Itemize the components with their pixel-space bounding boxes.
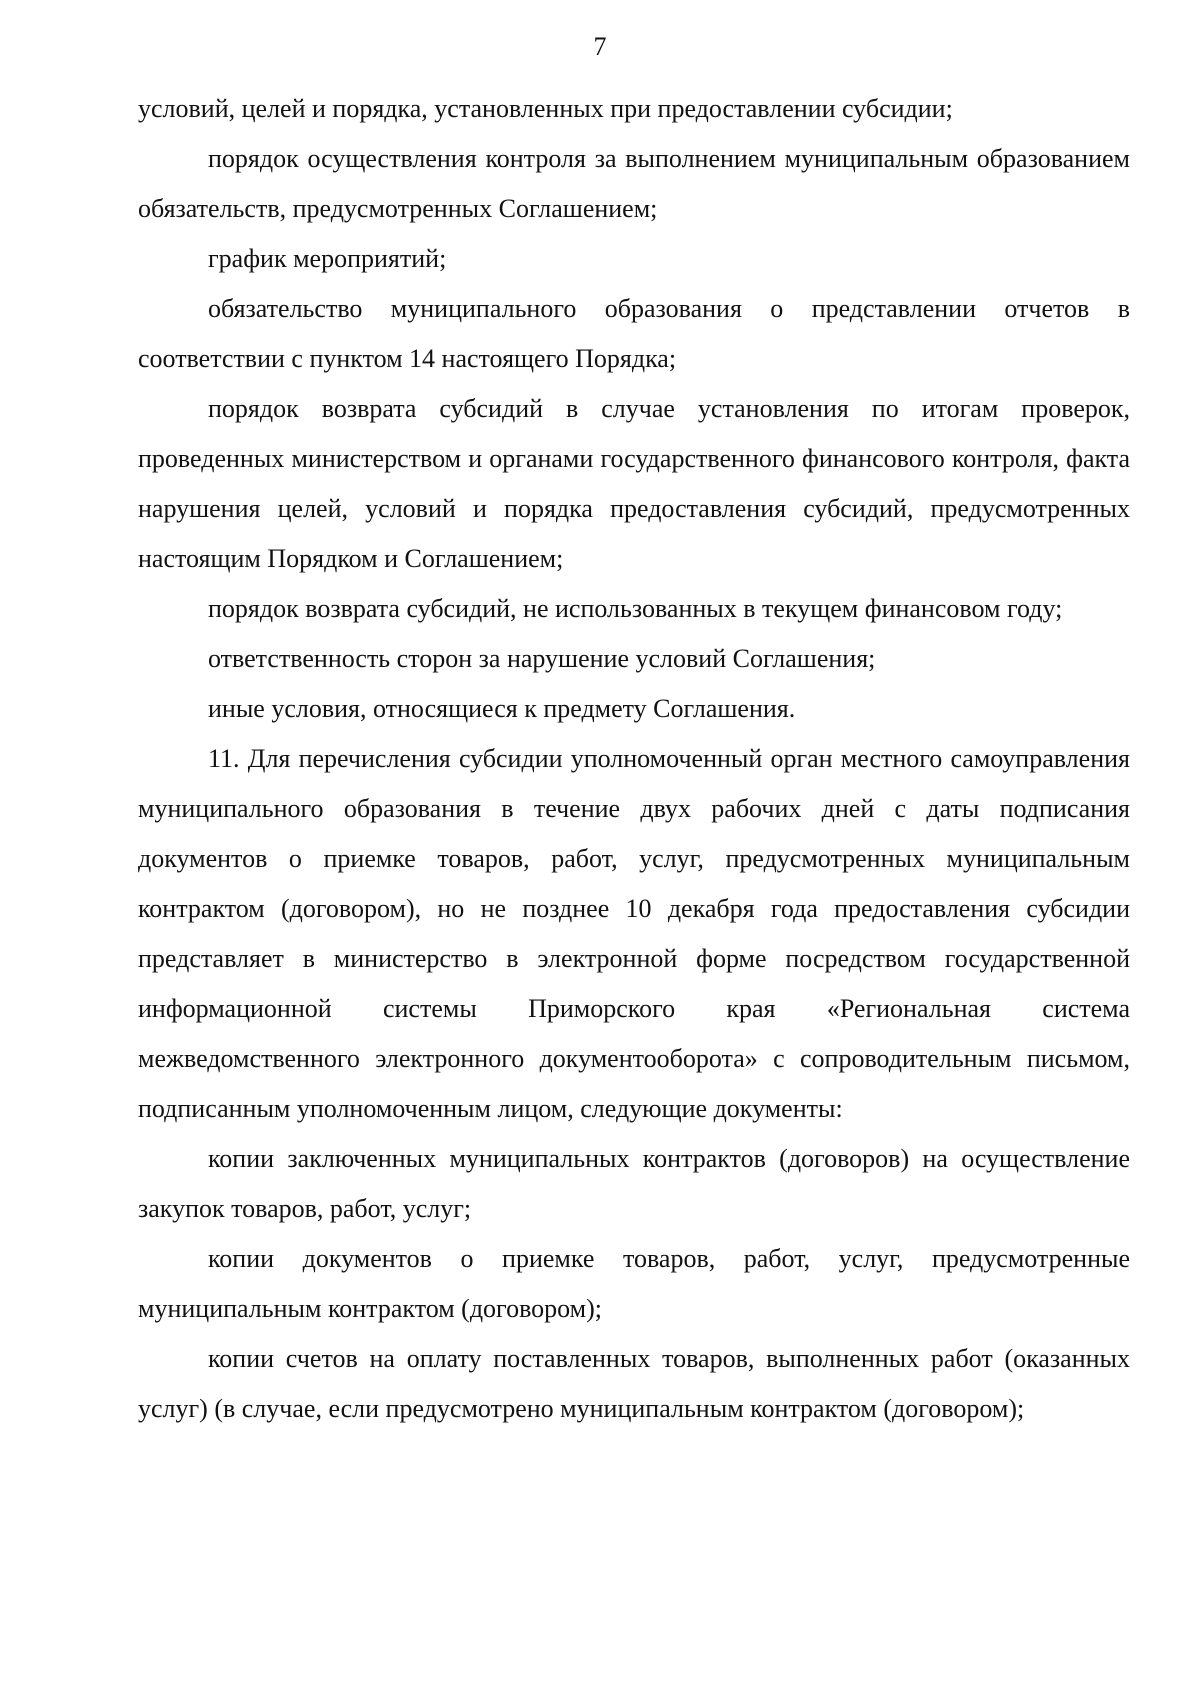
paragraph-reporting-obligation: обязательство муниципального образования о представлении отчетов в соответствии с пунктом 14 настоящего Порядка; [138,294,1130,373]
page-number: 7 [593,32,607,61]
paragraph-other-conditions: иные условия, относящиеся к предмету Соглашения. [208,694,796,723]
paragraph-refund-unused: порядок возврата субсидий, не использованных в текущем финансовом году; [208,594,1063,623]
paragraph-control-procedure: порядок осуществления контроля за выполнением муниципальным образованием обязательств, предусмотренных Соглашением; [138,144,1130,223]
paragraph-acceptance-copies: копии документов о приемке товаров, работ, услуг, предусмотренные муниципальным контрактом (договором); [138,1244,1130,1323]
paragraph-liability: ответственность сторон за нарушение условий Соглашения; [208,644,876,673]
document-body [138,84,1130,1434]
paragraph-clause-11: 11. Для перечисления субсидии уполномоченный орган местного самоуправления муниципального образования в течение двух рабочих дней с даты подписания документов о приемке товаров, работ, услуг, предусмотренных муниципальным контрактом (договором), но не позднее 10 декабря года предоставления субсидии представляет в министерство в электронной форме посредством государственной информационной системы Приморского края «Региональная система межведомственного электронного документооборота» с сопроводительным письмом, подписанным уполномоченным лицом, следующие документы: [138,744,1130,1123]
paragraph-invoice-copies: копии счетов на оплату поставленных товаров, выполненных работ (оказанных услуг) (в случае, если предусмотрено муниципальным контрактом (договором); [138,1344,1130,1423]
paragraph-schedule: график мероприятий; [208,244,447,273]
paragraph-contract-copies: копии заключенных муниципальных контрактов (договоров) на осуществление закупок товаров, работ, услуг; [138,1144,1130,1223]
paragraph-refund-violation: порядок возврата субсидий в случае установления по итогам проверок, проведенных министерством и органами государственного финансового контроля, факта нарушения целей, условий и порядка предоставления субсидий, предусмотренных настоящим Порядком и Соглашением; [138,394,1130,573]
paragraph-continuation: условий, целей и порядка, установленных при предоставлении субсидии; [138,94,953,123]
